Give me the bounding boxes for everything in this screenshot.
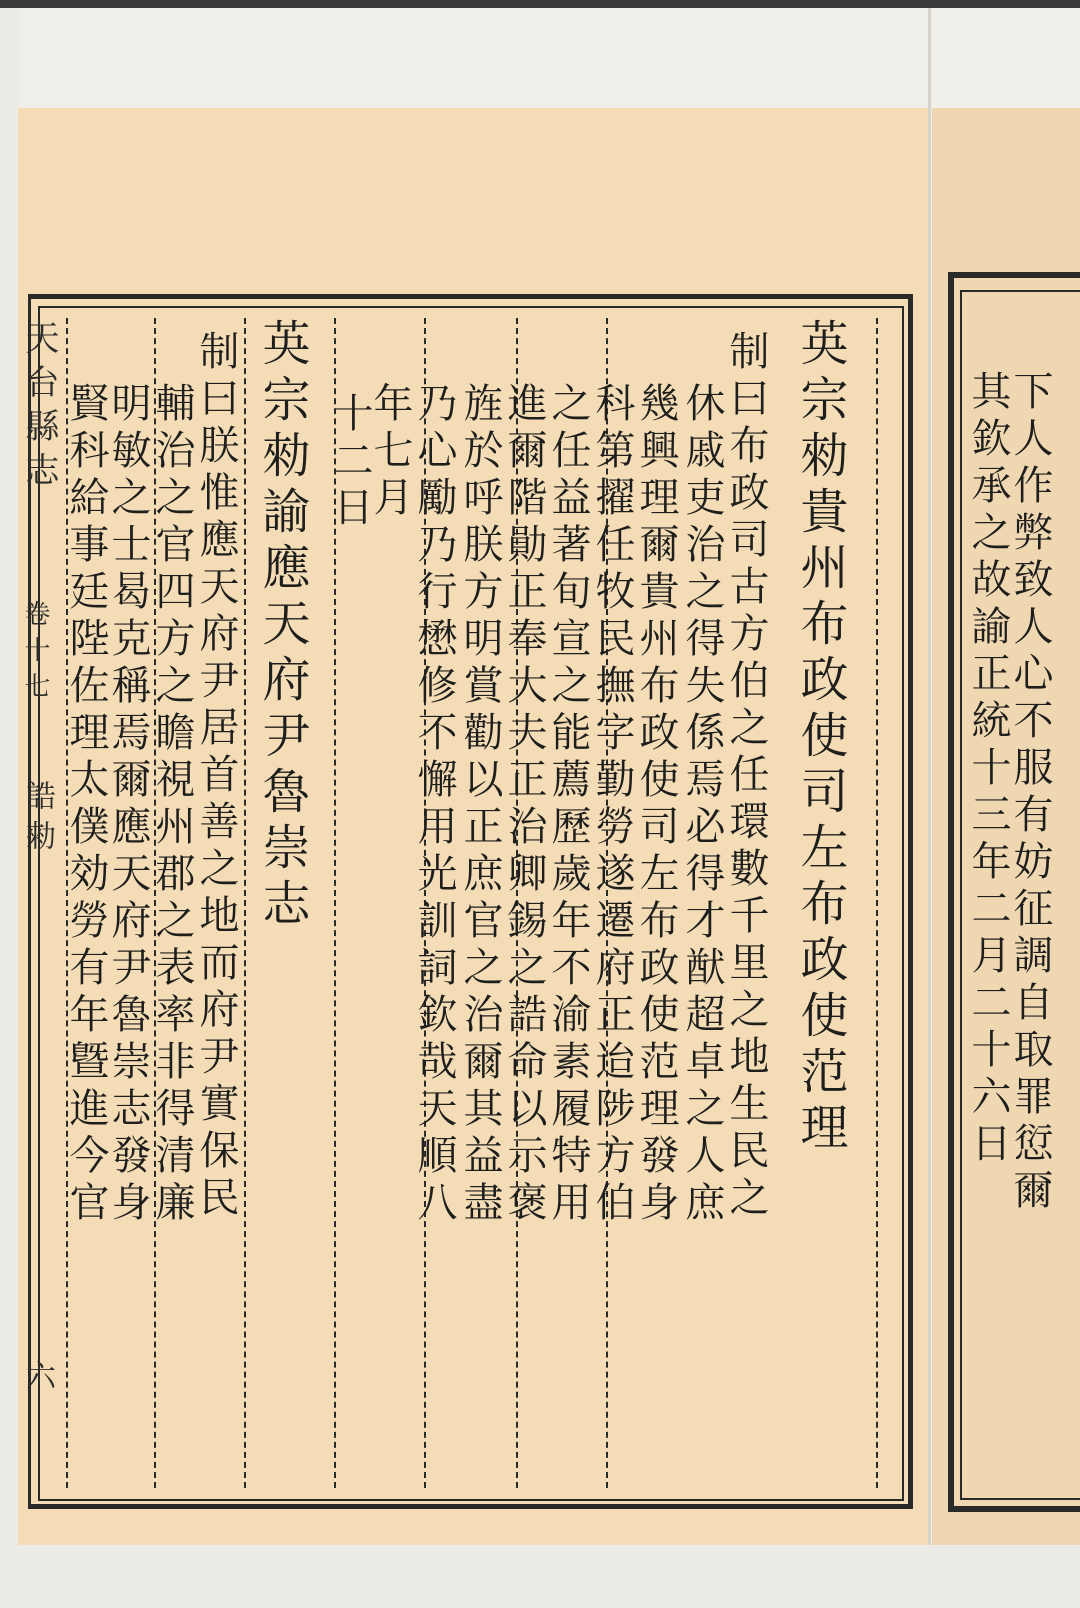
margin-book-title: 天台縣志 [19,320,59,496]
next-page-line: 其欽承之故諭正統十三年二月二十六日 [965,370,1011,1169]
edict-1-line: 之任益著旬宣之能薦歷歲年不渝素履特用 [545,382,591,1228]
edict-2-heading: 英宗勑諭應天府尹魯崇志 [254,318,310,934]
edict-1-heading: 英宗勑貴州布政使司左布政使范理 [792,318,848,1158]
edict-1-line: 旌於呼朕方明賞勸以正庶官之治爾其益盡 [457,382,503,1228]
bottom-margin [0,1545,1080,1608]
edict-1-line: 進爾階勛正奉大夫正治卿錫之誥命以示褒 [501,382,547,1228]
edict-1-line: 科第擢任牧民撫字勤勞遂遷府正迨陟方伯 [589,382,635,1228]
column-rule [876,318,878,1488]
folio-margin [18,300,66,1510]
top-border [0,0,1080,8]
margin-section: 誥勑 [20,780,55,860]
page-gutter [928,8,931,1608]
edict-1-line: 制曰布政司古方伯之任環數千里之地生民之 [723,330,769,1223]
edict-2-line: 輔治之官四方之瞻視州郡之表率非得清廉 [149,382,195,1228]
edict-2-line: 明敏之士曷克稱焉爾應天府尹魯崇志發身 [105,382,151,1228]
edict-1-date: 十二日 [327,392,373,533]
leaf-number: 六 [20,1360,55,1400]
edict-1-line: 乃心勵乃行懋修不懈用光訓詞欽哉天順八 [411,382,457,1228]
next-page-line: 下人作弊致人心不服有妨征調自取罪愆爾 [1007,370,1053,1216]
column-rule [244,318,246,1488]
margin-volume: 卷十七 [20,600,50,708]
edict-2-line: 賢科給事廷陛佐理太僕効勞有年曁進今官 [63,382,109,1228]
edict-2-line: 制曰朕惟應天府尹居首善之地而府尹實保民 [193,330,239,1223]
edict-1-date: 年七月 [367,382,413,523]
edict-1-line: 休戚吏治之得失係焉必得才猷超卓之人庶 [679,382,725,1228]
edict-1-line: 幾興理爾貴州布政使司左布政使范理發身 [633,382,679,1228]
